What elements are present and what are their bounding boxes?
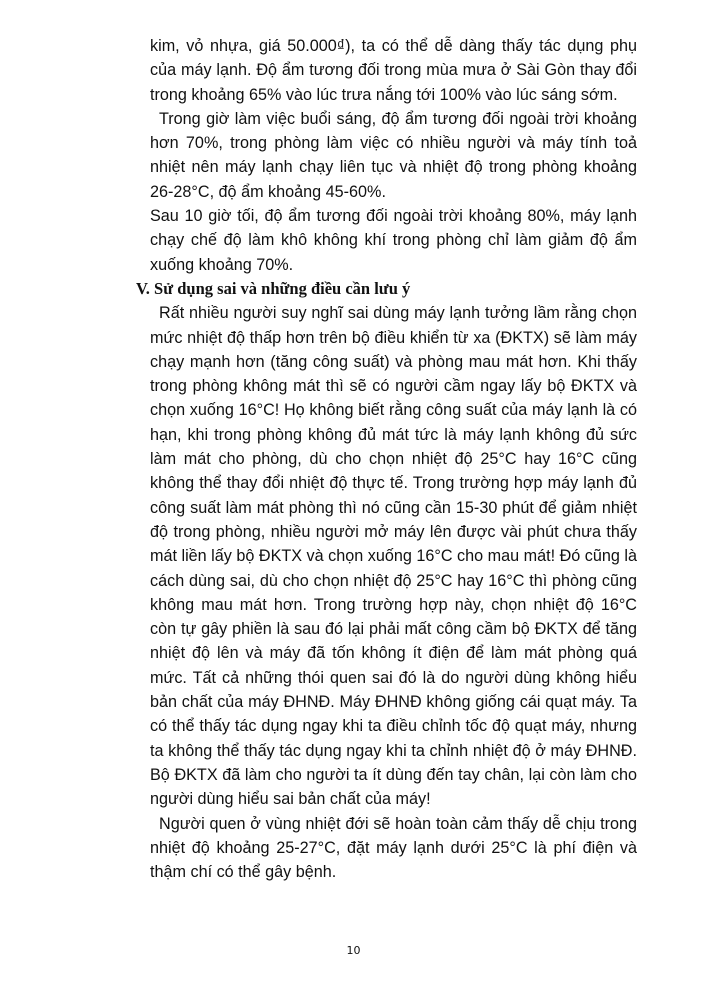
paragraph-night-humidity: Sau 10 giờ tối, độ ẩm tương đối ngoài trời khoảng 80%, máy lạnh chạy chế độ làm khô không khí trong phòng chỉ làm giảm độ ẩm xuống khoảng 70%. bbox=[150, 207, 637, 274]
paragraph-comfort-temperature: Người quen ở vùng nhiệt đới sẽ hoàn toàn cảm thấy dễ chịu trong nhiệt độ khoảng 25-27°C, đặt máy lạnh dưới 25°C là phí điện và thậm chí có thể gây bệnh. bbox=[150, 814, 637, 882]
section-heading: V. Sử dụng sai và những điều cần lưu ý bbox=[136, 278, 411, 298]
page-number: 10 bbox=[346, 944, 361, 957]
paragraph-morning-humidity: Trong giờ làm việc buổi sáng, độ ẩm tương đối ngoài trời khoảng hơn 70%, trong phòng làm việc có nhiều người và máy tính toả nhiệt nên máy lạnh chạy liên tục và nhiệt độ trong phòng khoảng 26-28°C, độ ẩm khoảng 45-60%. bbox=[150, 109, 637, 201]
paragraph-humidity-effect: kim, vỏ nhựa, giá 50.000₫), ta có thể dễ dàng thấy tác dụng phụ của máy lạnh. Độ ẩm tương đối trong mùa mưa ở Sài Gòn thay đổi trong khoảng 65% vào lúc trưa nắng tới 100% vào lúc sáng sớm. bbox=[150, 37, 637, 104]
page-body bbox=[136, 34, 637, 884]
paragraph-misuse: Rất nhiều người suy nghĩ sai dùng máy lạnh tưởng lầm rằng chọn mức nhiệt độ thấp hơn trên bộ điều khiển từ xa (ĐKTX) sẽ làm máy chạy mạnh hơn (tăng công suất) và phòng mau mát hơn. Khi thấy trong phòng không mát thì sẽ có người cầm ngay lấy bộ ĐKTX và chọn xuống 16°C! Họ không biết rằng công suất của máy lạnh là có hạn, khi trong phòng không đủ mát tức là máy lạnh không đủ sức làm mát cho phòng, dù cho chọn nhiệt độ 25°C hay 16°C cũng không thể thay đổi nhiệt độ thực tế. Trong trường hợp máy lạnh đủ công suất làm mát phòng thì nó cũng cần 15-30 phút để giảm nhiệt độ trong phòng, nhiều người mở máy lên được vài phút chưa thấy mát liền lấy bộ ĐKTX và chọn xuống 16°C cho mau mát! Đó cũng là cách dùng sai, dù cho chọn nhiệt độ 25°C hay 16°C thì phòng cũng không mau mát hơn. Trong trường hợp này, chọn nhiệt độ 16°C còn tự gây phiền là sau đó lại phải mất công cầm bộ ĐKTX để tăng nhiệt độ lên và máy đã tốn không ít điện để làm mát phòng quá mức. Tất cả những thói quen sai đó là do người dùng không hiểu bản chất của máy ĐHNĐ. Máy ĐHNĐ không giống cái quạt máy. Ta có thể thấy tác dụng ngay khi ta điều chỉnh tốc độ quạt máy, nhưng ta không thể thấy tác dụng ngay khi ta chỉnh nhiệt độ ở máy ĐHNĐ. Bộ ĐKTX đã làm cho người ta ít dùng đến tay chân, lại còn làm cho người dùng hiểu sai bản chất của máy! bbox=[150, 304, 637, 809]
